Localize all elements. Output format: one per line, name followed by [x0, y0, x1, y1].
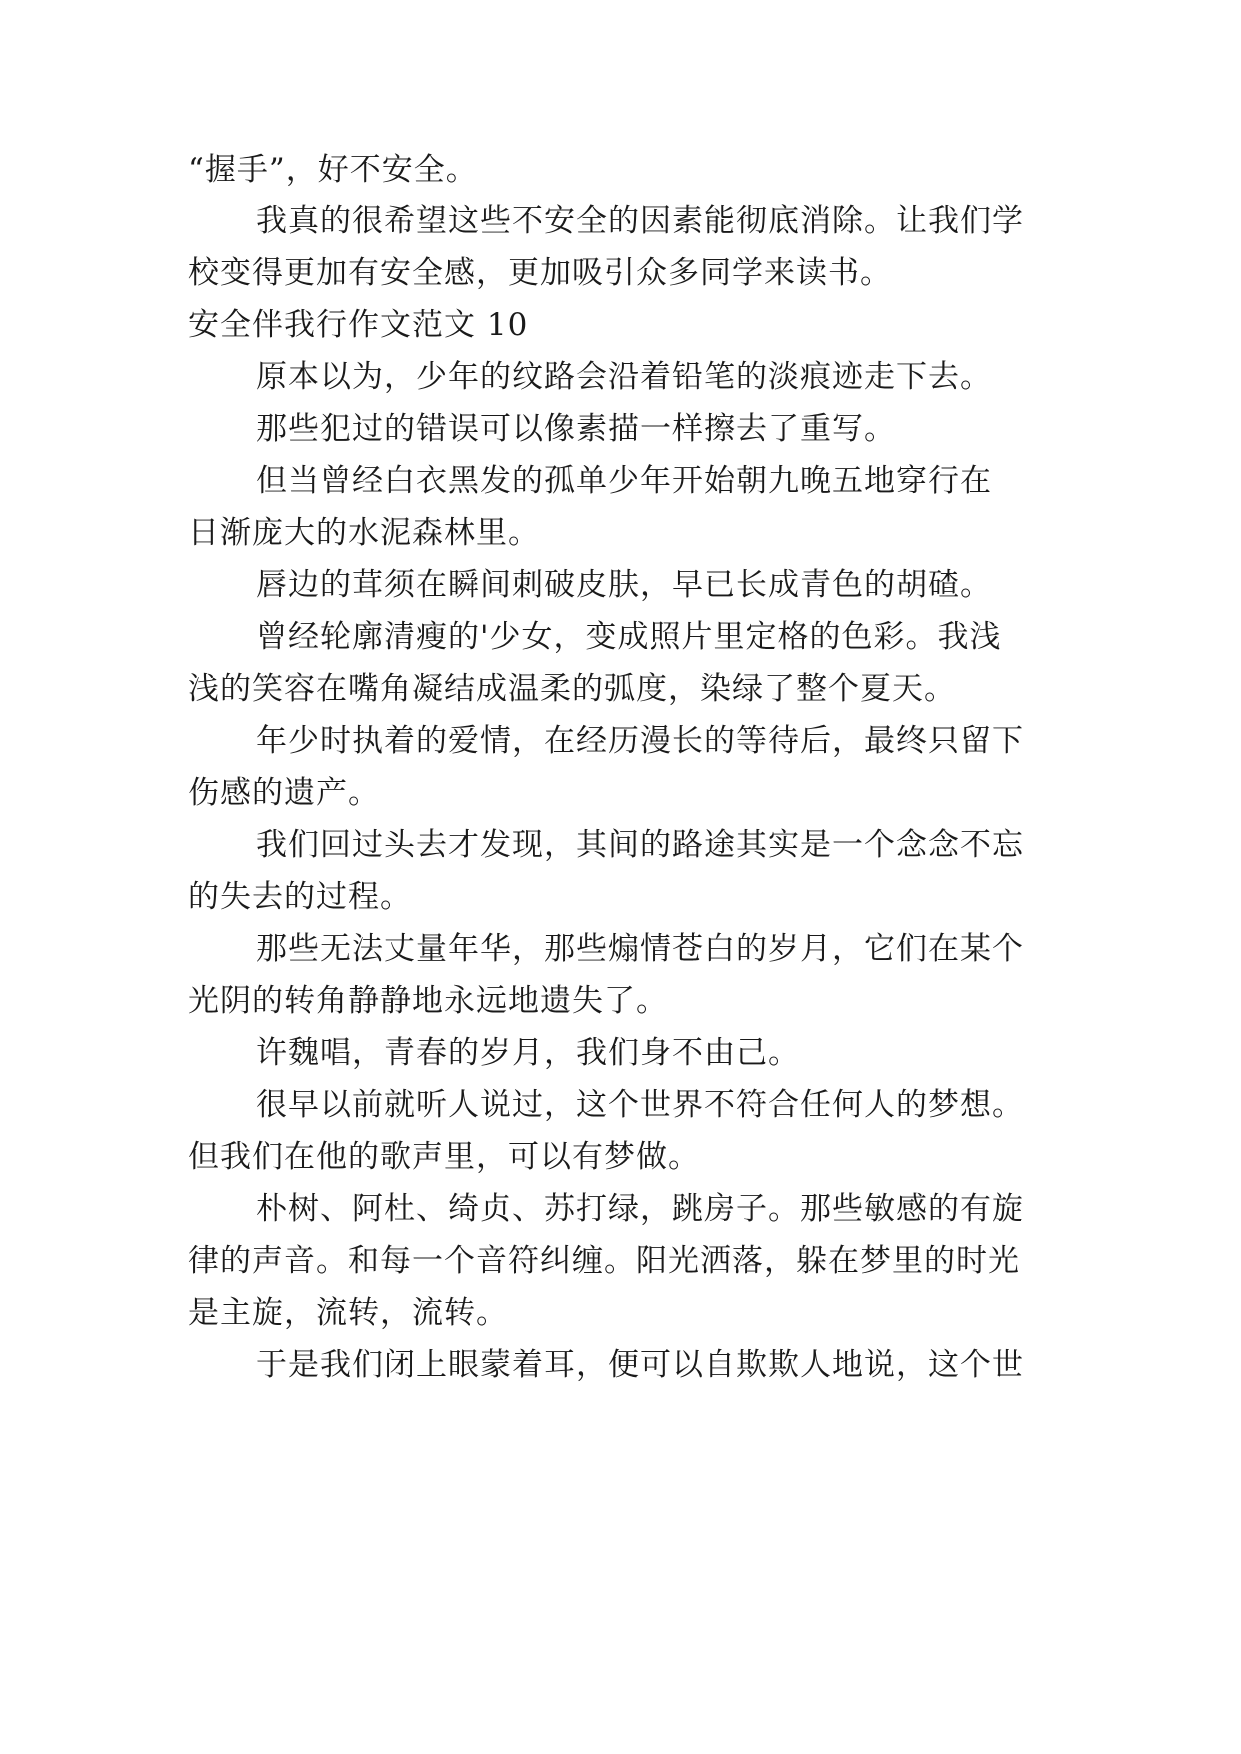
text-line: 但我们在他的歌声里，可以有梦做。 [188, 1139, 700, 1175]
text-line: 伤感的遗产。 [188, 775, 380, 811]
text-line: “握手”，好不安全。 [188, 152, 478, 188]
paragraph-start-line: 唇边的茸须在瞬间刺破皮肤，早已长成青色的胡碴。 [256, 567, 992, 603]
paragraph-start-line: 原本以为，少年的纹路会沿着铅笔的淡痕迹走下去。 [256, 359, 992, 395]
paragraph-start-line: 年少时执着的爱情，在经历漫长的等待后，最终只留下 [256, 723, 1024, 759]
paragraph-start-line: 很早以前就听人说过，这个世界不符合任何人的梦想。 [256, 1087, 1024, 1123]
text-line: 日渐庞大的水泥森林里。 [188, 515, 540, 551]
text-line: 光阴的转角静静地永远地遗失了。 [188, 983, 668, 1019]
paragraph-start-line: 许魏唱，青春的岁月，我们身不由己。 [256, 1035, 800, 1071]
paragraph-start-line: 朴树、阿杜、绮贞、苏打绿，跳房子。那些敏感的有旋 [256, 1191, 1024, 1227]
text-line: 律的声音。和每一个音符纠缠。阳光洒落，躲在梦里的时光 [188, 1243, 1020, 1279]
text-line: 校变得更加有安全感，更加吸引众多同学来读书。 [188, 255, 892, 291]
paragraph-start-line: 曾经轮廓清瘦的'少女，变成照片里定格的色彩。我浅 [256, 619, 1002, 655]
text-line: 是主旋，流转，流转。 [188, 1295, 508, 1331]
paragraph-start-line: 我们回过头去才发现，其间的路途其实是一个念念不忘 [256, 827, 1024, 863]
paragraph-start-line: 那些犯过的错误可以像素描一样擦去了重写。 [256, 411, 896, 447]
text-line: 的失去的过程。 [188, 879, 412, 915]
paragraph-start-line: 那些无法丈量年华，那些煽情苍白的岁月，它们在某个 [256, 931, 1024, 967]
text-line: 浅的笑容在嘴角凝结成温柔的弧度，染绿了整个夏天。 [188, 671, 956, 707]
section-heading: 安全伴我行作文范文 10 [188, 307, 529, 343]
paragraph-start-line: 我真的很希望这些不安全的因素能彻底消除。让我们学 [256, 203, 1024, 239]
paragraph-start-line: 于是我们闭上眼蒙着耳，便可以自欺欺人地说，这个世 [256, 1347, 1024, 1383]
paragraph-start-line: 但当曾经白衣黑发的孤单少年开始朝九晚五地穿行在 [256, 463, 992, 499]
